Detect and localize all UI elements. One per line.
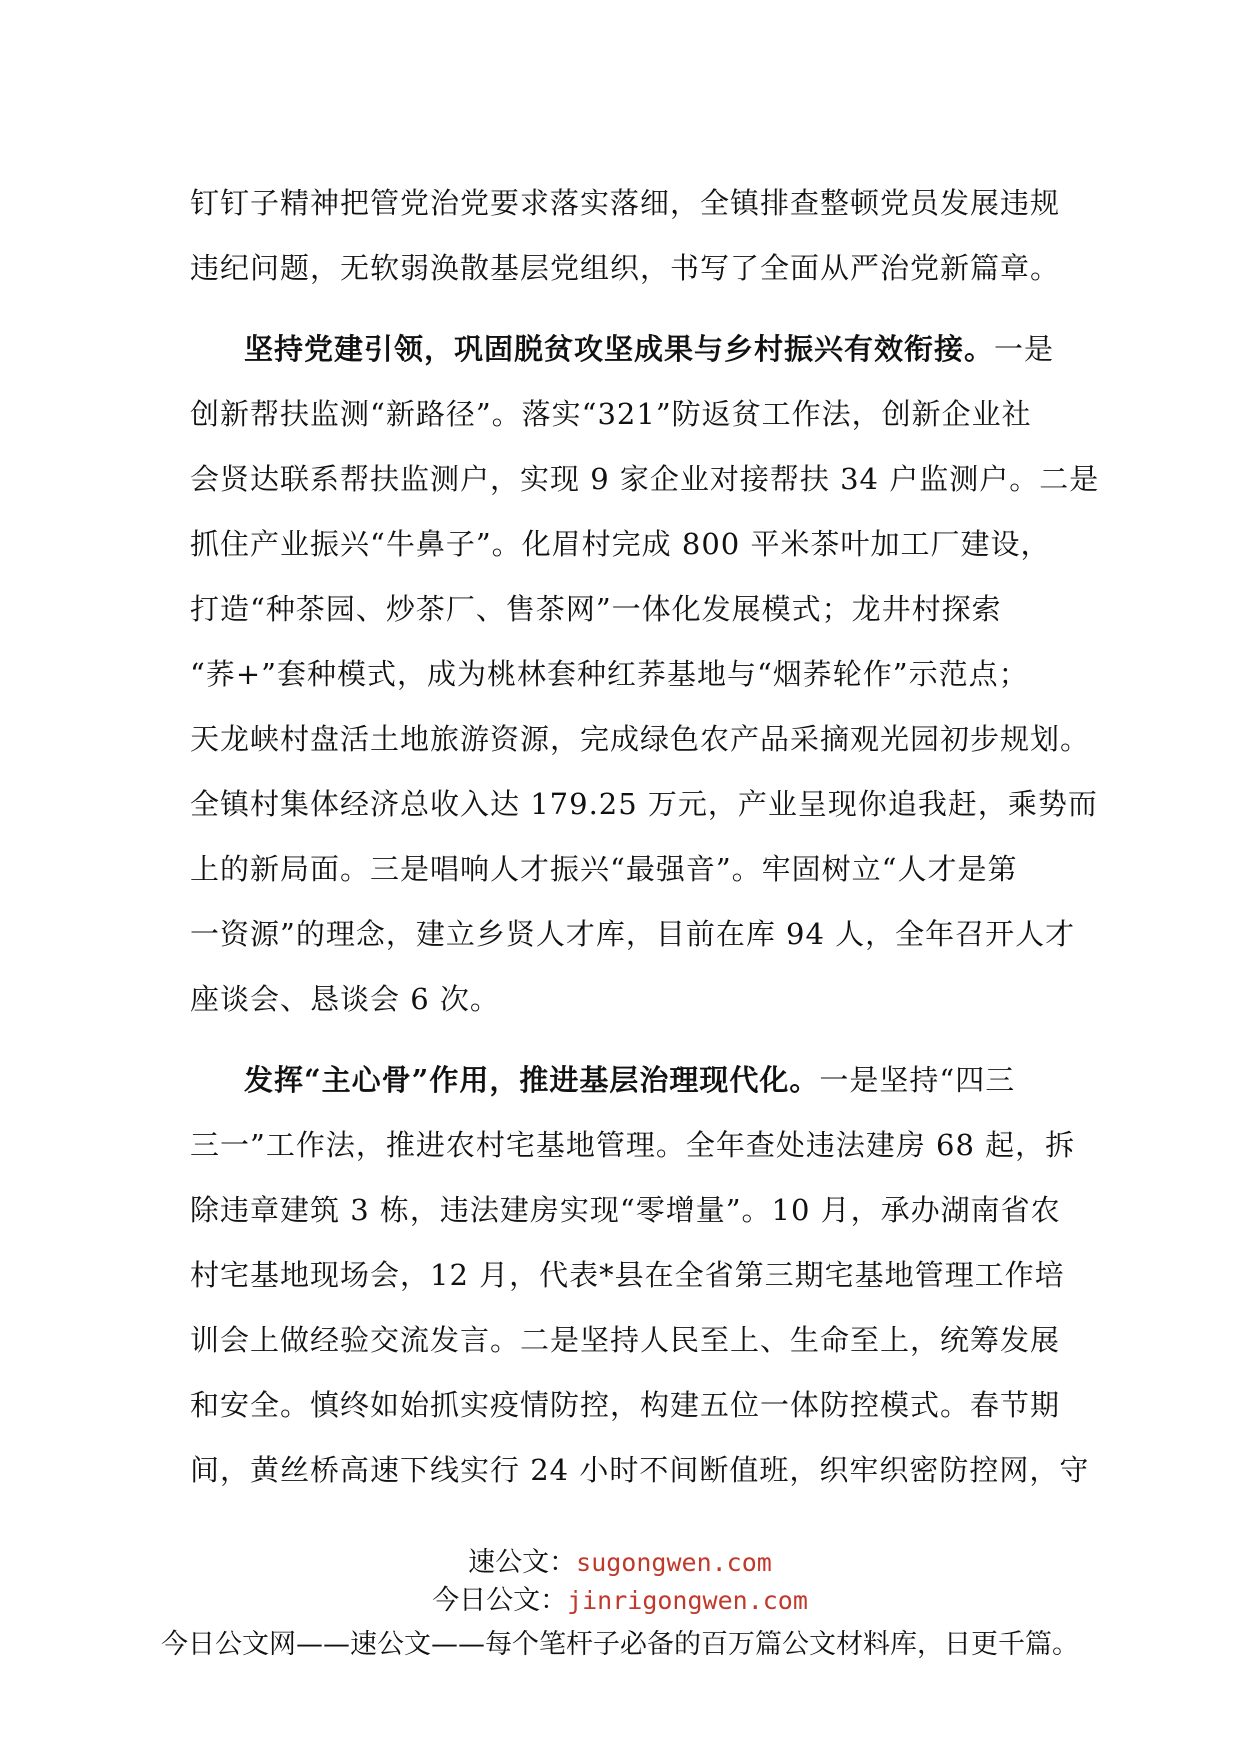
paragraph-grassroots-governance (190, 1048, 1090, 1503)
footer-link-jinrigongwen[interactable]: jinrigongwen.com (567, 1586, 808, 1615)
text-line: 村宅基地现场会，12 月，代表*县在全省第三期宅基地管理工作培 (190, 1258, 1065, 1292)
text-line: 全镇村集体经济总收入达 179.25 万元，产业呈现你追我赶，乘势而 (190, 787, 1098, 821)
paragraph-first-line (190, 1048, 1070, 1113)
text-line: 除违章建筑 3 栋，违法建房实现“零增量”。10 月，承办湖南省农 (190, 1193, 1061, 1227)
text-line: 会贤达联系帮扶监测户，实现 9 家企业对接帮扶 34 户监测户。二是 (190, 462, 1100, 496)
paragraph-poverty-alleviation (190, 317, 1100, 1032)
text-line: “荞+”套种模式，成为桃林套种红荞基地与“烟荞轮作”示范点； (190, 657, 1029, 691)
section-heading: 发挥“主心骨”作用，推进基层治理现代化。 (244, 1063, 820, 1097)
text-line: 抓住产业振兴“牛鼻子”。化眉村完成 800 平米茶叶加工厂建设， (190, 527, 1051, 561)
footer-label: 今日公文： (432, 1585, 568, 1616)
paragraph-first-line (190, 317, 1070, 382)
text-line: 上的新局面。三是唱响人才振兴“最强音”。牢固树立“人才是第 (190, 852, 1018, 886)
text-line: 三一”工作法，推进农村宅基地管理。全年查处违法建房 68 起，拆 (190, 1128, 1076, 1162)
text-line: 钉钉子精神把管党治党要求落实落细，全镇排查整顿党员发展违规 (190, 186, 1061, 220)
text-line: 违纪问题，无软弱涣散基层党组织，书写了全面从严治党新篇章。 (190, 251, 1061, 285)
text-line: 座谈会、恳谈会 6 次。 (190, 982, 500, 1016)
heading-followup-text: 一是坚持“四三 (819, 1063, 1016, 1097)
paragraph-continuation (190, 171, 1070, 301)
footer-label: 速公文： (468, 1547, 577, 1578)
footer-sugongwen (0, 1540, 1240, 1579)
footer-slogan: 今日公文网——速公文——每个笔杆子必备的百万篇公文材料库，日更千篇。 (161, 1629, 1079, 1660)
text-line: 训会上做经验交流发言。二是坚持人民至上、生命至上，统筹发展 (190, 1323, 1061, 1357)
text-line: 打造“种茶园、炒茶厂、售茶网”一体化发展模式；龙井村探索 (190, 592, 1002, 626)
section-heading: 坚持党建引领，巩固脱贫攻坚成果与乡村振兴有效衔接。 (244, 332, 995, 366)
text-line: 天龙峡村盘活土地旅游资源，完成绿色农产品采摘观光园初步规划。 (190, 722, 1091, 756)
text-line: 间，黄丝桥高速下线实行 24 小时不间断值班，织牢织密防控网，守 (190, 1453, 1090, 1487)
footer-jinrigongwen (0, 1578, 1240, 1617)
document-body (190, 171, 1100, 1503)
text-line: 和安全。慎终如始抓实疫情防控，构建五位一体防控模式。春节期 (190, 1388, 1061, 1422)
text-line: 创新帮扶监测“新路径”。落实“321”防返贫工作法，创新企业社 (190, 397, 1032, 431)
footer-link-sugongwen[interactable]: sugongwen.com (576, 1548, 772, 1577)
heading-followup-text: 一是 (994, 332, 1055, 366)
text-line: 一资源”的理念，建立乡贤人才库，目前在库 94 人，全年召开人才 (190, 917, 1076, 951)
